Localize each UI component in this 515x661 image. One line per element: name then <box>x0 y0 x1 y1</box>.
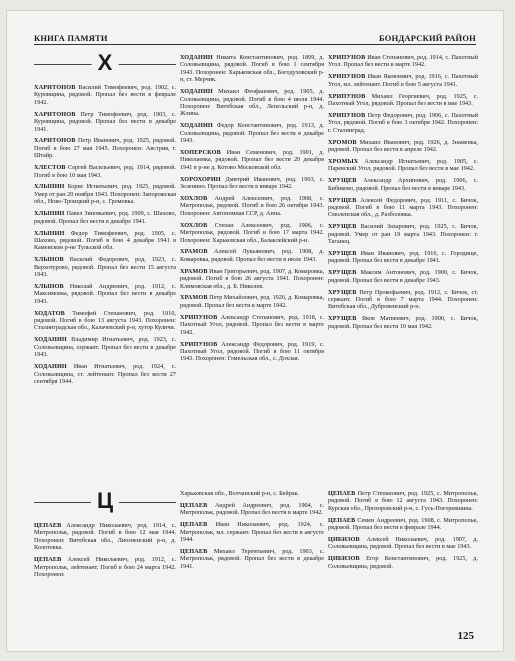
memorial-entry <box>34 164 176 179</box>
column-2 <box>180 490 324 575</box>
entry-list <box>180 490 324 570</box>
entry-surname: ХОДАНИН <box>34 363 67 371</box>
memorial-entry <box>328 315 478 330</box>
entry-surname: ХЛЫНИН <box>34 210 65 218</box>
entry-text: Петр Степанович, род. 1925, с. Митропольк, рядовой. Погиб в бою 12 августа 1943. Похоронен: Курская обл., Прохоровский р-н, с. Гусь-Погоревшина. <box>328 490 478 512</box>
entry-surname: ХРОМЫХ <box>328 157 359 165</box>
memorial-entry <box>34 230 176 252</box>
memorial-entry <box>34 556 176 578</box>
entry-surname: ХРУЩЕВ <box>328 223 357 231</box>
entry-surname: ХРАМОВ <box>180 267 208 275</box>
entry-text: Иван Иванович, род. 1916, с. Городище, рядовой. Пропал без вести в декабре 1941. <box>328 250 479 265</box>
memorial-entry <box>180 268 324 290</box>
entry-surname: ХЛЫНИН <box>34 229 65 237</box>
entry-text: Петр Иванович, род. 1925, рядовой. Погиб в бою 27 мая 1945. Похоронен: Австрия, г. Штайр. <box>34 137 176 160</box>
entry-text: Петр Федорович, род. 1906, с. Пахотный Угол, рядовой. Погиб в бою 3 октября 1942. Похоронен: г. Сталинград. <box>328 111 479 134</box>
entry-surname: ХАРИТОНОВ <box>34 110 76 118</box>
entry-surname: ХЛЕСТОВ <box>34 164 66 172</box>
header-district: БОНДАРСКИЙ РАЙОН <box>379 33 476 43</box>
entry-text: Василий Захарович, род. 1925, с. Бичок, рядовой. Умер от ран 19 марта 1943. Похоронен: г. Таганец. <box>328 223 478 246</box>
entry-surname: ХОХЛОВ <box>180 221 208 229</box>
entry-surname: ХОХЛОВ <box>180 195 208 202</box>
memorial-entry <box>328 93 478 108</box>
memorial-entry <box>180 248 324 263</box>
entry-text: Егор Константинович, род. 1925, д. Соловьевщина, рядовой. <box>328 555 478 570</box>
memorial-entry <box>34 310 176 332</box>
entry-text: Михаил Георгиевич, род. 1925, с. Пахотный Угол, рядовой. Пропал без вести в мае 1943. <box>328 92 479 108</box>
letter-heading <box>34 488 176 518</box>
memorial-entry <box>328 177 478 192</box>
entry-text: Федор Константинович, род. 1913, д. Соловьевщина, рядовой. Пропал без вести в декабре 1943. <box>180 122 325 145</box>
memorial-entry <box>180 176 324 191</box>
entry-text: Александр Николаевич, род. 1914, с. Митропольк, рядовой. Погиб в бою 12 мая 1944. Похоронен: Витебская обл., Лиозненский р-н, д. Колотовка. <box>34 522 176 552</box>
entry-text: Михаил Феофанович, род. 1905, д. Соловьевщина, рядовой. Погиб в бою 4 июля 1944. Похоронен: Витебская обл., Лепельский р-н, д. Жлина. <box>180 88 325 118</box>
entry-text: Алексей Николаевич, род. 1907, д. Соловьевщина, рядовой. Пропал без вести в мае 1943. <box>328 536 479 551</box>
entry-surname: ХАРИТОНОВ <box>34 84 76 91</box>
entry-text: Иван Семенович, род. 1901, д. Николаевка, рядовой. Пропал без вести 20 декабря 1941 в р-не д. Котово Московской обл. <box>180 148 324 171</box>
entry-surname: ХРАМОВ <box>180 248 208 256</box>
entry-text: Иван Яковлевич, род. 1916, с. Пахотный Угол, мл. лейтенант. Погиб в бою 5 августа 1941. <box>328 73 478 88</box>
entry-list <box>180 54 324 363</box>
entry-text: Василий Тимофеевич, род. 1902, с. Куровщина, рядовой. Пропал без вести в феврале 1942. <box>34 84 176 106</box>
memorial-entry <box>328 517 478 532</box>
memorial-entry <box>34 137 176 159</box>
entry-text: Василий Федорович, род. 1923, с. Верхотурово, рядовой. Пропал без вести 15 августа 1943. <box>34 256 176 279</box>
entry-surname: ХОДАТОВ <box>34 309 65 317</box>
entry-surname: ХРОМОВ <box>328 138 357 146</box>
section-ts <box>6 488 504 628</box>
memorial-entry <box>34 84 176 106</box>
entry-surname: ХОДАНИН <box>180 122 213 130</box>
entry-text: Иван Игнатьевич, род. 1924, с. Соловьевщина, ст. лейтенант. Пропал без вести 27 сентября 1944. <box>34 363 176 385</box>
memorial-entry <box>328 73 478 88</box>
entry-text: Петр Тимофеевич, род. 1903, с. Куровщина, рядовой. Пропал без вести в декабре 1941. <box>34 110 176 133</box>
entry-surname: ХРИПУНОВ <box>328 54 366 61</box>
entry-list <box>34 84 176 385</box>
memorial-entry <box>34 183 176 205</box>
entry-text: Андрей Андреевич, род. 1904, с. Митропольк, рядовой. Пропал без вести в марте 1942. <box>180 501 325 517</box>
entry-surname: ХОПЕРСКОВ <box>180 148 221 156</box>
memorial-entry <box>34 336 176 358</box>
memorial-entry <box>180 341 324 363</box>
entry-surname: ХОДАНИН <box>180 54 213 61</box>
entry-text: Никита Константинович, род. 1899, д. Соловьевщина, рядовой. Погиб в бою 1 сентября 1943. Похоронен: Харьковская обл., Богодуховский р-н, ст. Мерчик. <box>180 54 324 84</box>
memorial-entry <box>34 256 176 278</box>
entry-surname: ЦЕПАЕВ <box>328 490 356 497</box>
memorial-entry <box>34 210 176 225</box>
entry-text: Александр Степанович, род. 1918, с. Пахотный Угол, рядовой. Пропал без вести в марте 1942. <box>180 313 325 336</box>
memorial-entry <box>328 269 478 284</box>
entry-list <box>328 54 478 330</box>
memorial-entry <box>180 122 324 144</box>
memorial-entry <box>34 111 176 133</box>
entry-text: Петр Прокофьевич, род. 1912, с. Бичок, ст. сержант. Погиб в бою 7 марта 1944. Похоронен: Витебская обл., Дубровенский р-н. <box>328 288 478 311</box>
entry-text: Иван Степанович, род. 1914, с. Пахотный Угол. Пропал без вести в марте 1942. <box>328 54 479 69</box>
memorial-entry <box>328 555 478 570</box>
entry-text: Андрей Алексеевич, род. 1908, с. Митропольк, рядовой. Погиб в бою 26 октября 1943. Похоронен: Автономная ССР, д. Анна. <box>180 195 324 217</box>
entry-text: Дмитрий Иванович, род. 1903, с. Зеленино. Пропал без вести в январе 1942. <box>180 175 325 191</box>
entry-text: Харьковская обл., Волчанский р-н, с. Бейрак. <box>180 490 300 497</box>
entry-surname: ХРУЩЕВ <box>328 250 357 258</box>
entry-surname: ХОДАНИН <box>34 336 67 344</box>
memorial-entry <box>34 283 176 305</box>
memorial-entry <box>328 139 478 154</box>
entry-text: Семен Андреевич, род. 1908, с. Митропольк, рядовой. Пропал без вести в феврале 1944. <box>328 516 478 532</box>
entry-surname: ЦИБИЗОВ <box>328 555 360 563</box>
entry-surname: ХОДАНИН <box>180 88 213 96</box>
entry-surname: ХАРИТОНОВ <box>34 137 76 145</box>
entry-surname: ХРИПУНОВ <box>180 340 218 348</box>
memorial-entry <box>328 289 478 311</box>
entry-surname: ХРАМОВ <box>180 294 208 302</box>
entry-text: Александр Федорович, род. 1919, с. Пахотный Угол, рядовой. Погиб в бою 11 октября 1943. Похоронен: Гомельская обл., с. Дохлая. <box>180 340 324 363</box>
memorial-entry <box>34 522 176 552</box>
entry-text: Михаил Иванович, род. 1926, д. Знаменка, рядовой. Пропал без вести в апреле 1942. <box>328 138 479 154</box>
memorial-entry <box>180 149 324 171</box>
memorial-entry <box>328 250 478 265</box>
memorial-entry <box>180 548 324 570</box>
entry-surname: ХРИПУНОВ <box>328 92 366 100</box>
section-letter: Х <box>92 50 119 76</box>
memorial-entry <box>34 363 176 385</box>
memorial-entry <box>180 195 324 217</box>
entry-list <box>328 490 478 570</box>
entry-text: Федор Тимофеевич, род. 1905, с. Шахово, рядовой. Погиб в бою 4 декабря 1941 в Каменском р-не Тульской обл. <box>34 229 177 252</box>
entry-surname: ХРУЩЕВ <box>328 288 357 296</box>
entry-text: Александр Игнатьевич, род. 1905, с. Паревский Угол, рядовой. Пропал без вести в мае 1942. <box>328 157 479 173</box>
entry-text: Яков Матвеевич, род. 1900, с. Бичок, рядовой. Пропал без вести 10 мая 1942. <box>328 315 478 330</box>
entry-surname: ЦЕПАЕВ <box>34 556 62 564</box>
entry-text: Борис Игнатьевич, род. 1925, рядовой. Умер от ран 20 ноября 1943. Похоронен: Запорожская обл., Ново-Троицкий р-н, с. Громовка. <box>34 183 176 206</box>
entry-surname: ХРУЩЕВ <box>328 196 357 204</box>
entry-text: Максим Антонович, род. 1900, с. Бичок, рядовой. Пропал без вести в декабре 1943. <box>328 269 478 284</box>
entry-surname: ХРИПУНОВ <box>180 313 218 321</box>
memorial-entry <box>180 222 324 244</box>
entry-surname: ХЛЫНИН <box>34 183 65 191</box>
memorial-entry <box>328 197 478 219</box>
memorial-entry <box>328 112 478 134</box>
entry-text: Павел Зиновьевич, род. 1909, с. Шахово, рядовой. Пропал без вести в декабре 1941. <box>34 210 176 225</box>
entry-surname: ХРУЩЕВ <box>328 315 357 323</box>
column-3 <box>328 490 478 575</box>
entry-text: Владимир Игнатьевич, род. 1923, с. Соловьевщина, сержант. Пропал без вести в декабре 1943. <box>34 336 176 359</box>
section-h <box>6 50 504 480</box>
entry-text: Николай Андреевич, род. 1912, с. Максимовка, рядовой. Пропал без вести в декабре 1943. <box>34 282 176 305</box>
entry-text: Иван Григорьевич, род. 1907, д. Комаровка, рядовой. Погиб в бою 26 августа 1941. Похоронен: Климовская обл., д. Б. Николев. <box>180 267 324 290</box>
memorial-entry <box>180 490 324 497</box>
memorial-entry <box>180 521 324 543</box>
memorial-entry <box>328 54 478 69</box>
book-page <box>6 10 504 652</box>
entry-surname: ЦЕПАЕВ <box>180 547 208 555</box>
entry-text: Тимофей Степанович, род. 1910, рядовой. Погиб в бою 13 августа 1943. Похоронен: Сталинградская обл., Калачевский р-н, хутор Куличи. <box>34 309 176 332</box>
entry-text: Петр Михайлович, род. 1926, д. Комаровка, рядовой. Пропал без вести в марте 1942. <box>180 294 325 309</box>
column-1 <box>34 488 176 583</box>
entry-surname: ЦЕПАЕВ <box>34 522 62 529</box>
section-letter: Ц <box>91 488 119 514</box>
header-book-title: КНИГА ПАМЯТИ <box>34 33 108 43</box>
entry-text: Иван Николаевич, род. 1924, с. Митропольк, мл. сержант. Пропал без вести в августе 1944. <box>180 521 324 544</box>
memorial-entry <box>328 536 478 551</box>
entry-surname: ЦЕПАЕВ <box>328 516 356 524</box>
entry-surname: ХРУЩЕВ <box>328 269 357 277</box>
column-1 <box>34 50 176 390</box>
entry-surname: ХЛЫНОВ <box>34 256 64 264</box>
entry-surname: ЦЕПАЕВ <box>180 501 208 509</box>
entry-list <box>34 522 176 578</box>
entry-surname: ХРУЩЕВ <box>328 177 357 185</box>
memorial-entry <box>180 314 324 336</box>
memorial-entry <box>180 294 324 309</box>
running-header <box>34 32 476 45</box>
memorial-entry <box>180 88 324 118</box>
memorial-entry <box>180 502 324 517</box>
entry-text: Сергей Васильевич, род. 1914, рядовой. Погиб в бою 10 мая 1943. <box>34 164 176 179</box>
entry-text: Алексей Федорович, род. 1911, с. Бичок, рядовой. Погиб в бою 11 марта 1943. Похоронен: Смоленская обл., д. Разболовка. <box>328 196 478 219</box>
entry-text: Алексей Николаевич, род. 1912, с. Митропольк, лейтенант. Погиб в бою 24 марта 1942. Похоронен: <box>34 556 176 578</box>
column-2 <box>180 54 324 367</box>
entry-surname: ХЛЫНОВ <box>34 282 64 290</box>
memorial-entry <box>328 158 478 173</box>
column-3 <box>328 54 478 335</box>
entry-surname: ХОРОХОРИН <box>180 175 221 183</box>
letter-heading <box>34 50 176 80</box>
entry-surname: ХРИПУНОВ <box>328 111 366 119</box>
entry-surname: ЦИБИЗОВ <box>328 536 360 544</box>
entry-text: Степан Алексеевич, род. 1906, с. Митропольк, рядовой. Погиб в бою 17 марта 1942. Похоронен: Харьковская обл., Балаклейский р-н. <box>180 221 324 244</box>
entry-text: Алексей Лукьянович, род. 1908, д. Комаровка, рядовой. Пропал без вести в июле 1943. <box>180 248 324 263</box>
memorial-entry <box>328 490 478 512</box>
entry-surname: ЦЕПАЕВ <box>180 521 208 529</box>
memorial-entry <box>180 54 324 84</box>
page-number: 125 <box>457 630 474 642</box>
entry-surname: ХРИПУНОВ <box>328 73 366 81</box>
entry-text: Александр Архипович, род. 1906, с. Бибиково, рядовой. Пропал без вести в январе 1943. <box>328 177 478 192</box>
entry-text: Михаил Терентьевич, род. 1903, с. Митропольк, рядовой. Пропал без вести в декабре 1941. <box>180 547 324 570</box>
memorial-entry <box>328 223 478 245</box>
